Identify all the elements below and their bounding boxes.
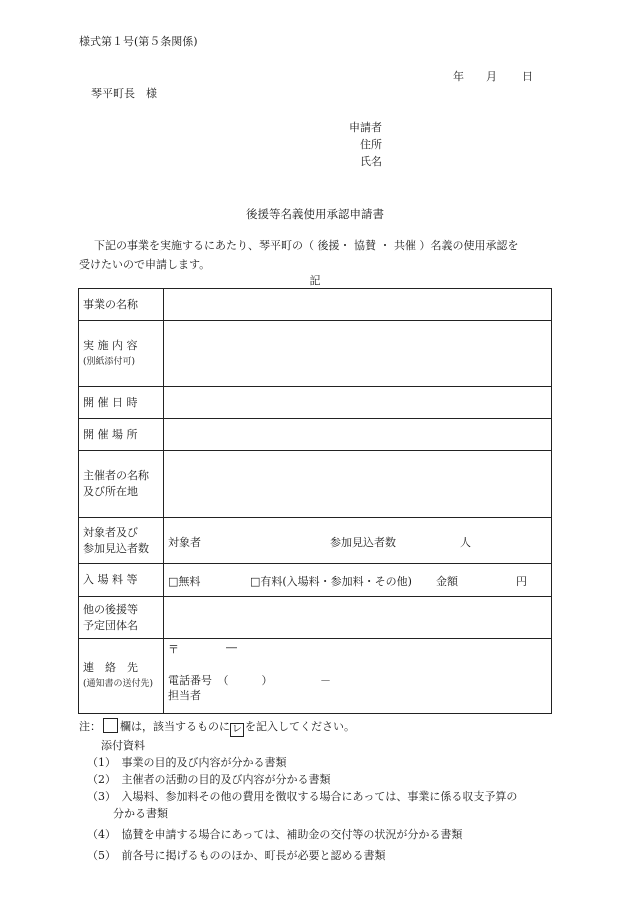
notes-text-b: を記入してください。 [245,720,355,733]
organizer-field[interactable] [164,451,552,518]
organizer-label-2: 及び所在地 [83,485,138,498]
datetime-field[interactable] [164,387,552,419]
fee-field [164,564,552,597]
target-label-1: 対象者及び [83,525,138,539]
datetime-label [79,387,164,419]
event-name-label [79,289,164,321]
application-form-table [78,288,552,714]
row-content [79,321,552,387]
attachment-item-3: （3） 入場料、参加料その他の費用を徴収する場合にあっては、事業に係る収支予算の [87,790,518,803]
venue-field[interactable] [164,419,552,451]
postal-dash: ― [226,641,237,654]
yen-unit: 円 [516,575,527,588]
row-contact [79,639,552,714]
attachments-title: 添付資料 [101,739,145,752]
event-name-label-text: 事業の名称 [83,297,138,311]
paid-option[interactable]: □有料(入場料・参加料・その他) [250,575,412,588]
row-target [79,518,552,564]
notes-instruction [79,718,355,737]
attachment-item-2: （2） 主催者の活動の目的及び内容が分かる書類 [87,773,331,786]
content-label-text: 実 施 内 容 [83,338,138,352]
contact-sub-label: (通知書の送付先) [83,679,154,689]
people-unit: 人 [460,536,471,549]
person-text: 担当者 [168,689,201,702]
organizer-label-1: 主催者の名称 [83,469,149,482]
row-organizer [79,451,552,518]
date-month-label: 月 [486,70,497,83]
date-year-label: 年 [453,70,464,83]
notes-text-a: 欄は，該当するものに [120,720,230,733]
phone-dash: － [320,674,331,687]
phone-text: 電話番号 （ ） [168,674,273,687]
date-day-label: 日 [522,70,533,83]
other-sponsors-field[interactable] [164,597,552,639]
document-title: 後援等名義使用承認申請書 [246,207,384,221]
other-label-2: 予定団体名 [83,618,138,632]
content-field[interactable] [164,321,552,387]
content-sub-label: (別紙添付可) [83,356,136,367]
organizer-label [79,451,164,518]
participants-text: 参加見込者数 [330,536,396,549]
attachment-item-5: （5） 前各号に掲げるもののほか、町長が必要と認める書類 [87,849,386,862]
postal-mark: 〒 [168,643,179,656]
target-text: 対象者 [168,536,201,549]
check-mark-icon: レ [232,724,242,735]
event-name-field[interactable] [164,289,552,321]
form-number: 様式第１号(第５条関係) [79,35,198,48]
addressee: 琴平町長 様 [91,87,157,100]
row-datetime [79,387,552,419]
row-other-sponsors [79,597,552,639]
venue-label-text: 開 催 場 所 [83,427,138,441]
attachment-item-1: （1） 事業の目的及び内容が分かる書類 [87,756,287,769]
notes-prefix: 注： [79,720,101,733]
target-label-2: 参加見込者数 [83,541,149,555]
contact-label [79,639,164,714]
fee-label-text: 入 場 料 等 [83,573,138,586]
attachment-item-4: （4） 協賛を申請する場合にあっては、補助金の交付等の状況が分かる書類 [87,828,463,841]
content-label [79,321,164,387]
intro-line-1: 下記の事業を実施するにあたり、琴平町の（ 後援・ 協賛 ・ 共催 ）名義の使用承認を [94,239,519,252]
free-option[interactable]: □無料 [168,575,201,588]
fee-label [79,564,164,597]
other-sponsors-label [79,597,164,639]
row-fee [79,564,552,597]
checkbox-square-icon [103,718,118,733]
intro-line-2: 受けたいので申請します。 [79,258,211,271]
attachment-item-3-cont: 分かる書類 [113,807,168,820]
row-venue [79,419,552,451]
contact-label-text: 連 絡 先 [83,661,138,674]
name-label: 氏名 [360,155,382,168]
target-label [79,518,164,564]
ki-heading: 記 [309,274,321,287]
row-event-name [79,289,552,321]
contact-field[interactable] [164,639,552,714]
amount-text: 金額 [436,575,458,588]
target-field[interactable] [164,518,552,564]
address-label: 住所 [360,138,382,151]
other-label-1: 他の後援等 [83,602,138,616]
applicant-label: 申請者 [349,121,382,134]
datetime-label-text: 開 催 日 時 [83,395,138,409]
venue-label [79,419,164,451]
